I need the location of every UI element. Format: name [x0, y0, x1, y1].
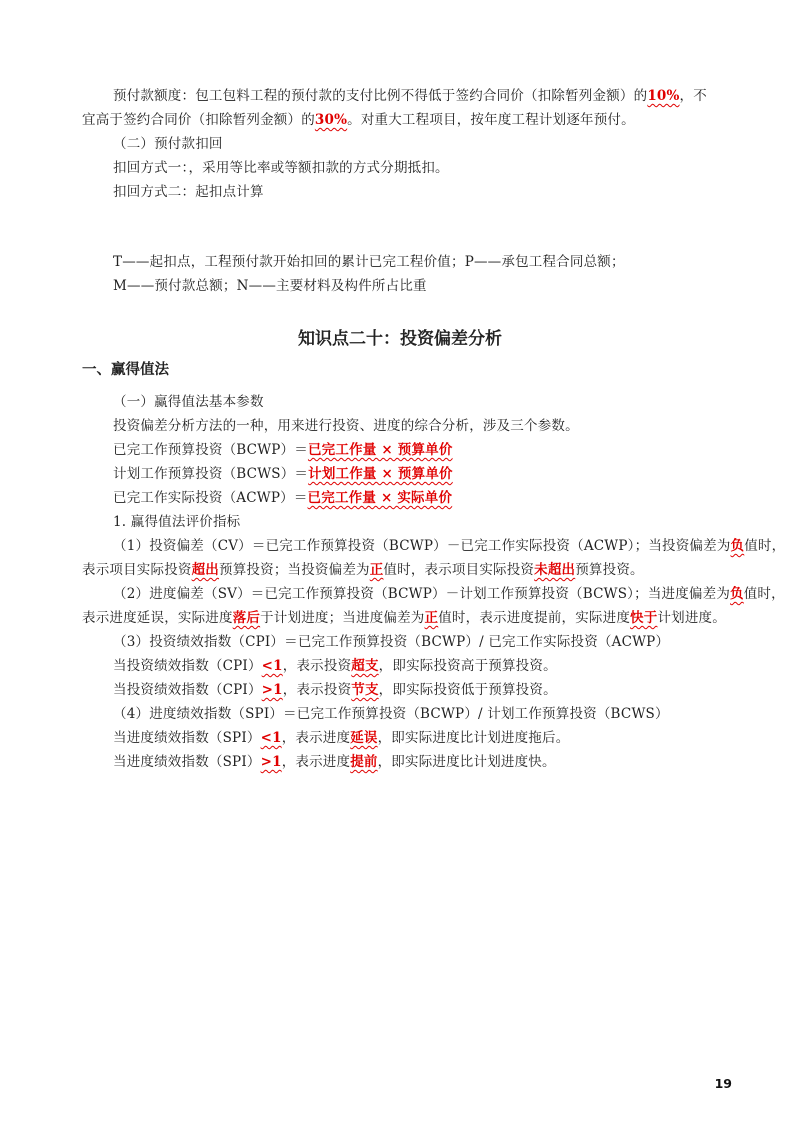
text: 计划工作预算投资（BCWS）＝: [113, 466, 309, 482]
deduction-method-2: 扣回方式二：起扣点计算: [113, 184, 264, 200]
highlight-30-percent: 30%: [314, 112, 348, 128]
highlight: 负: [730, 586, 744, 602]
text: ，表示进度: [281, 730, 351, 746]
cpi-less-than-1: [113, 654, 773, 678]
text: ，表示进度: [281, 754, 351, 770]
spi-definition: （4）进度绩效指数（SPI）＝已完工作预算投资（BCWP）/ 计划工作预算投资（BCWS）: [113, 706, 669, 722]
cv-line-2: [82, 558, 742, 582]
text: 表示进度延误，实际进度: [82, 610, 233, 626]
text: 值时，: [743, 586, 785, 602]
highlight: 超出: [191, 562, 220, 578]
highlight: <1: [260, 730, 282, 746]
highlight: 超支: [351, 658, 379, 674]
text: 当投资绩效指数（CPI）: [113, 658, 262, 674]
text: 预付款额度：包工包料工程的预付款的支付比例不得低于签约合同价（扣除暂列金额）的: [113, 88, 648, 104]
highlight: >1: [261, 682, 283, 698]
text: 已完工作实际投资（ACWP）＝: [113, 490, 308, 506]
highlight: 负: [730, 538, 745, 554]
cpi-definition: （3）投资绩效指数（CPI）＝已完工作预算投资（BCWP）/ 已完工作实际投资（ACWP）: [113, 634, 670, 650]
text: 值时，: [744, 538, 786, 554]
bcws-formula: [113, 462, 773, 486]
advance-payment-line-2: [82, 108, 742, 132]
text: 于计划进度；当进度偏差为: [260, 610, 425, 626]
spi-less-than-1: [113, 726, 773, 750]
text: ，表示投资: [282, 682, 352, 698]
text: ，即实际进度比计划进度快。: [377, 754, 556, 770]
highlight-formula: 已完工作量 × 实际单价: [307, 490, 453, 506]
highlight-10-percent: 10%: [647, 88, 680, 104]
text: （2）进度偏差（SV）＝已完工作预算投资（BCWP）－计划工作预算投资（BCWS）；当进度偏差为: [113, 586, 731, 602]
formula-legend-2: M——预付款总额；N——主要材料及构件所占比重: [113, 278, 427, 294]
highlight: >1: [260, 754, 282, 770]
text: ，不: [679, 88, 707, 104]
text: 宜高于签约合同价（扣除暂列金额）的: [82, 112, 315, 128]
intro-text: 投资偏差分析方法的一种，用来进行投资、进度的综合分析，涉及三个参数。: [113, 418, 579, 434]
text: 预算投资；当投资偏差为: [219, 562, 370, 578]
text: 计划进度。: [657, 610, 726, 626]
spi-greater-than-1: [113, 750, 773, 774]
text: （1）投资偏差（CV）＝已完工作预算投资（BCWP）－已完工作实际投资（ACWP）；当投资偏差为: [113, 538, 731, 554]
section-heading-earned-value: 一、赢得值法: [82, 362, 169, 378]
section-title: 知识点二十：投资偏差分析: [298, 329, 502, 349]
sv-line-2: [82, 606, 742, 630]
deduction-method-1: 扣回方式一：，采用等比率或等额扣款的方式分期抵扣。: [113, 160, 449, 176]
text: ，表示投资: [282, 658, 352, 674]
acwp-formula: [113, 486, 773, 510]
highlight-formula: 计划工作量 × 预算单价: [308, 466, 453, 482]
text: 表示项目实际投资: [82, 562, 192, 578]
text: ，即实际投资低于预算投资。: [378, 682, 557, 698]
text: 值时，表示项目实际投资: [383, 562, 535, 578]
text: 已完工作预算投资（BCWP）＝: [113, 442, 308, 458]
text: ，即实际进度比计划进度拖后。: [377, 730, 570, 746]
sv-line-1: [113, 582, 785, 606]
highlight: 未超出: [534, 562, 576, 578]
page-number: 19: [714, 1076, 732, 1091]
highlight: 快于: [630, 610, 658, 626]
text: 当进度绩效指数（SPI）: [113, 730, 261, 746]
highlight: 正: [369, 562, 384, 578]
text: ，即实际投资高于预算投资。: [378, 658, 557, 674]
text: 值时，表示进度提前，实际进度: [438, 610, 631, 626]
cpi-greater-than-1: [113, 678, 773, 702]
subheading-deduction: （二）预付款扣回: [113, 136, 223, 152]
advance-payment-line-1: [113, 84, 773, 108]
highlight: 节支: [351, 682, 379, 698]
formula-legend-1: T——起扣点，工程预付款开始扣回的累计已完工程价值；P——承包工程合同总额；: [113, 254, 625, 270]
highlight: 落后: [232, 610, 261, 626]
highlight-formula: 已完工作量 × 预算单价: [307, 442, 453, 458]
cv-line-1: [113, 534, 786, 558]
bcwp-formula: [113, 438, 773, 462]
highlight: <1: [261, 658, 283, 674]
highlight: 正: [424, 610, 439, 626]
text: 。对重大工程项目，按年度工程计划逐年预付。: [347, 112, 635, 128]
subheading-basic-params: （一）赢得值法基本参数: [113, 394, 264, 410]
subheading-indicators: 1. 赢得值法评价指标: [113, 514, 241, 530]
text: 预算投资。: [575, 562, 644, 578]
text: 当投资绩效指数（CPI）: [113, 682, 262, 698]
highlight: 延误: [350, 730, 378, 746]
text: 当进度绩效指数（SPI）: [113, 754, 261, 770]
highlight: 提前: [350, 754, 378, 770]
